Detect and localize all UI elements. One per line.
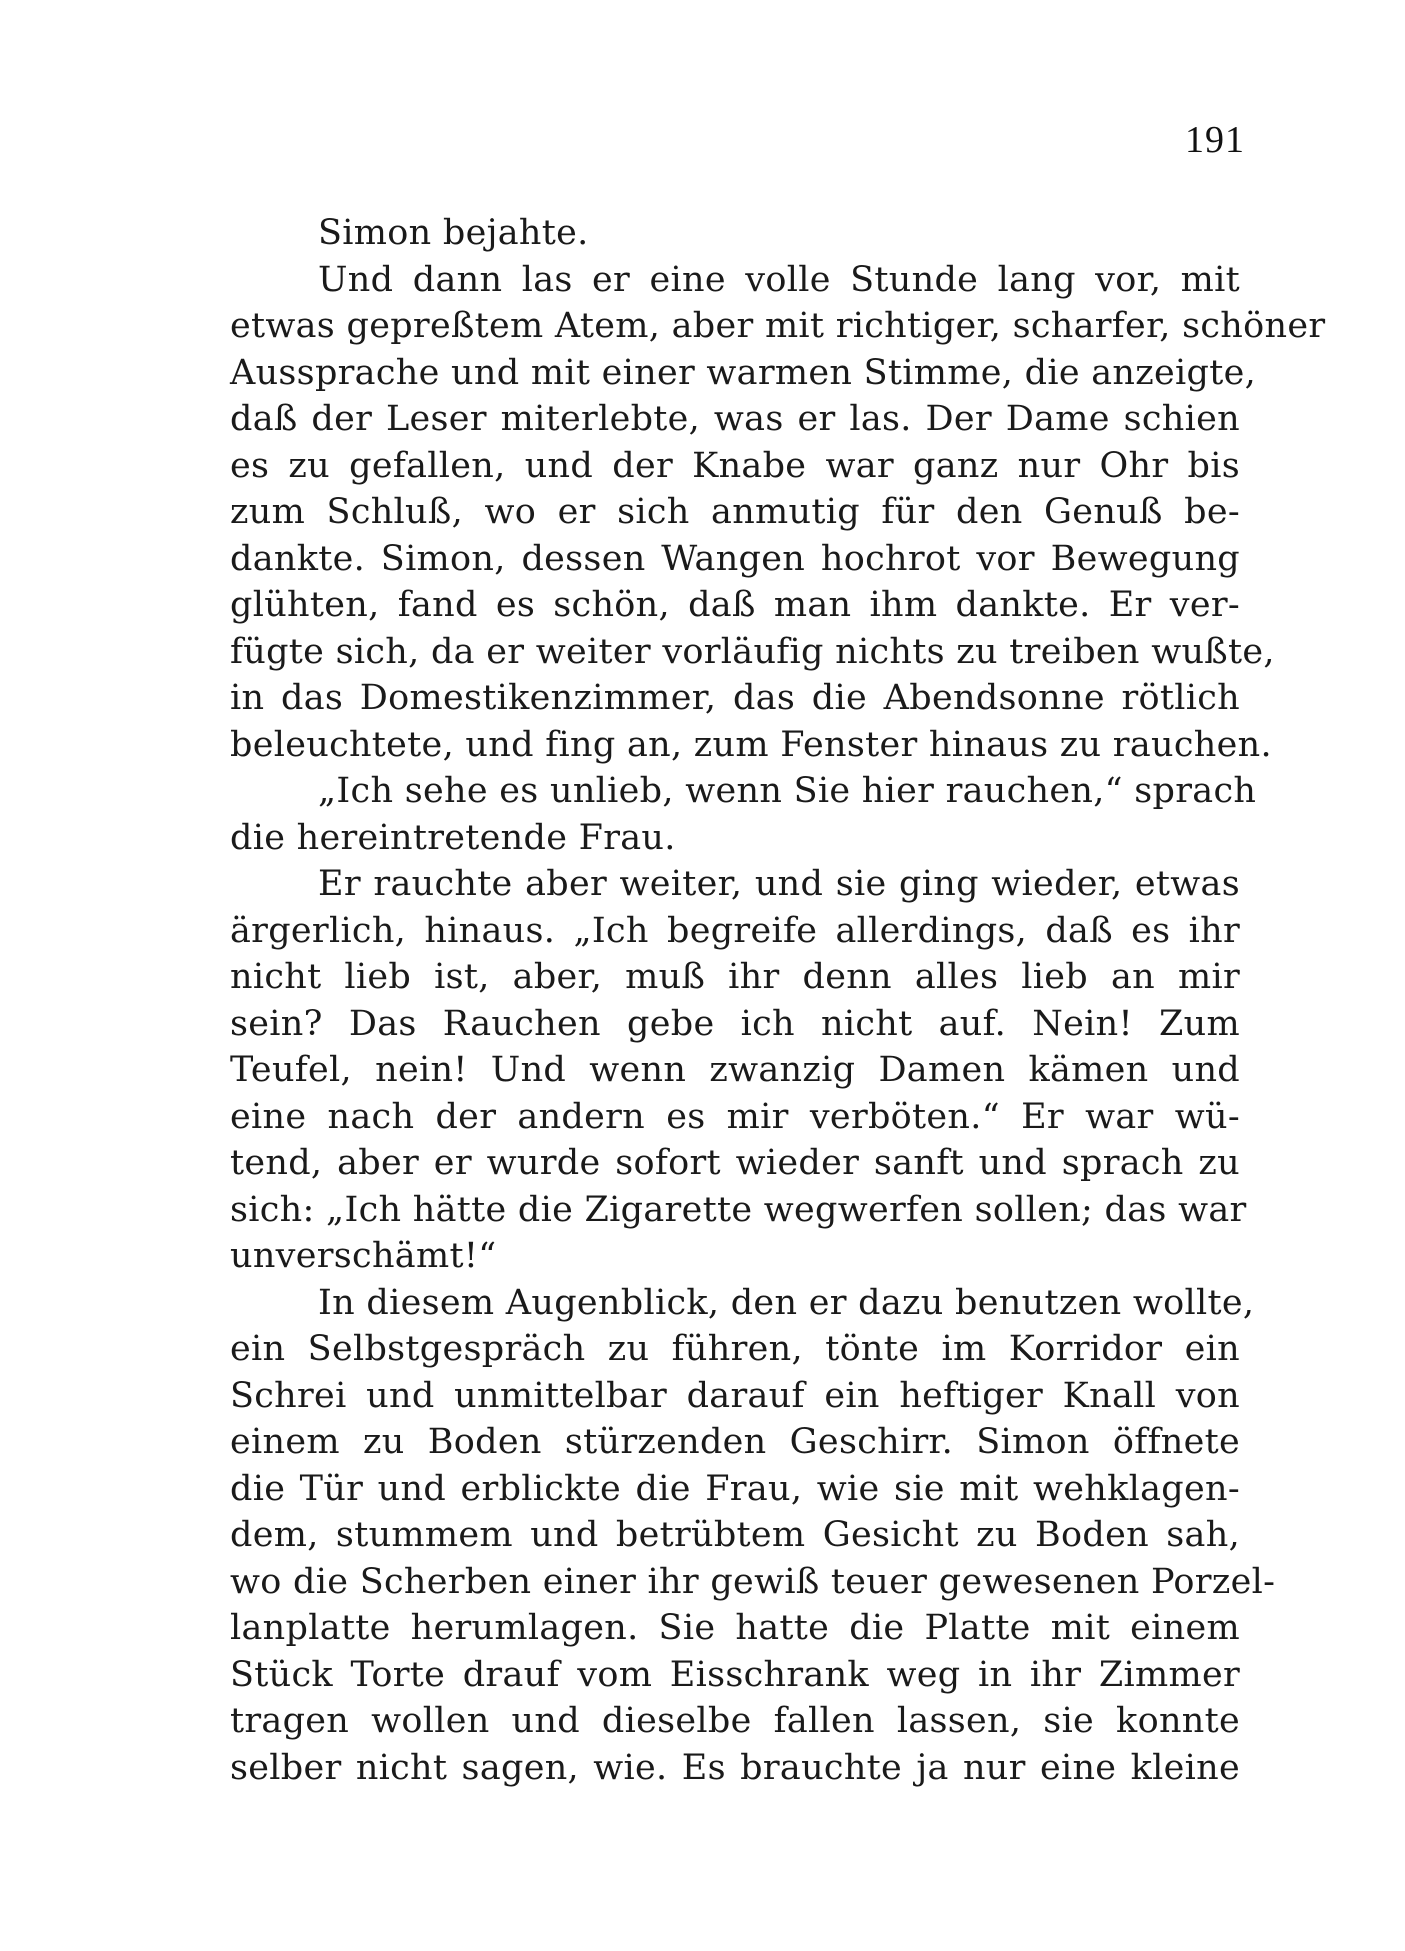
text-line: „Ich sehe es unlieb, wenn Sie hier rauchen,“ sprach <box>318 771 1257 811</box>
text-line: Und dann las er eine volle Stunde lang vor, mit <box>318 259 1240 300</box>
text-line: etwas gepreßtem Atem, aber mit richtiger, scharfer, schöner <box>230 306 1326 346</box>
text-line: ärgerlich, hinaus. „Ich begreife allerdings, daß es ihr <box>230 910 1240 951</box>
text-line: sich: „Ich hätte die Zigarette wegwerfen sollen; das war <box>230 1189 1247 1230</box>
page-number: 191 <box>1185 119 1245 161</box>
text-line: lanplatte herumlagen. Sie hatte die Platte mit einem <box>230 1608 1240 1648</box>
text-line: zum Schluß, wo er sich anmutig für den Genuß be- <box>230 492 1240 532</box>
text-line: Simon bejahte. <box>318 213 589 253</box>
text-line: selber nicht sagen, wie. Es brauchte ja nur eine kleine <box>230 1747 1240 1788</box>
text-line: Er rauchte aber weiter, und sie ging wieder, etwas <box>318 864 1240 904</box>
text-line: tragen wollen und dieselbe fallen lassen, sie konnte <box>230 1701 1240 1741</box>
text-line: Schrei und unmittelbar darauf ein heftiger Knall von <box>230 1375 1240 1416</box>
text-line: Teufel, nein! Und wenn zwanzig Damen kämen und <box>230 1050 1240 1090</box>
text-line: fügte sich, da er weiter vorläufig nichts zu treiben wußte, <box>230 631 1275 672</box>
text-line: tend, aber er wurde sofort wieder sanft und sprach zu <box>230 1143 1240 1183</box>
text-line: Aussprache und mit einer warmen Stimme, die anzeigte, <box>230 352 1257 393</box>
text-line: sein? Das Rauchen gebe ich nicht auf. Nein! Zum <box>230 1003 1240 1044</box>
text-line: unverschämt!“ <box>230 1236 497 1276</box>
text-line: ein Selbstgespräch zu führen, tönte im Korridor ein <box>230 1329 1240 1369</box>
text-line: einem zu Boden stürzenden Geschirr. Simon öffnete <box>230 1422 1240 1462</box>
text-line: daß der Leser miterlebte, was er las. Der Dame schien <box>230 399 1240 439</box>
text-line: beleuchtete, und fing an, zum Fenster hinaus zu rauchen. <box>230 724 1272 765</box>
text-line: dem, stummem und betrübtem Gesicht zu Boden sah, <box>230 1515 1240 1555</box>
text-line: in das Domestikenzimmer, das die Abendsonne rötlich <box>230 678 1240 718</box>
text-line: In diesem Augenblick, den er dazu benutzen wollte, <box>318 1282 1255 1323</box>
body-text <box>230 210 1326 1791</box>
text-line: dankte. Simon, dessen Wangen hochrot vor Bewegung <box>230 538 1240 579</box>
text-line: glühten, fand es schön, daß man ihm dankte. Er ver- <box>230 585 1240 625</box>
text-line: eine nach der andern es mir verböten.“ Er war wü- <box>230 1096 1240 1137</box>
text-line: wo die Scherben einer ihr gewiß teuer gewesenen Porzel- <box>230 1561 1276 1602</box>
text-line: die Tür und erblickte die Frau, wie sie mit wehklagen- <box>230 1468 1240 1509</box>
text-line: Stück Torte drauf vom Eisschrank weg in ihr Zimmer <box>230 1654 1240 1695</box>
text-line: die hereintretende Frau. <box>230 817 676 858</box>
text-line: es zu gefallen, und der Knabe war ganz nur Ohr bis <box>230 445 1240 486</box>
text-line: nicht lieb ist, aber, muß ihr denn alles lieb an mir <box>230 957 1240 997</box>
